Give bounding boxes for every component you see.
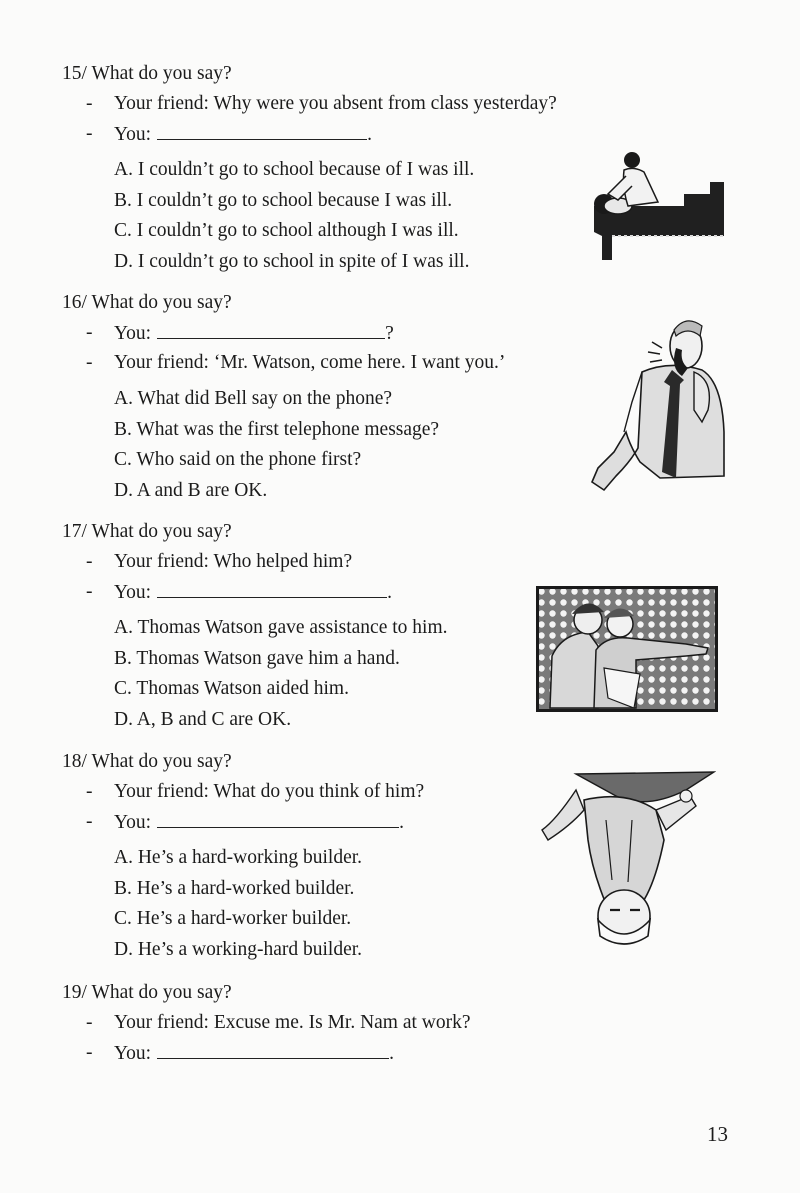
answer-blank[interactable] [157, 1042, 389, 1059]
dash: - [86, 551, 93, 572]
option-b[interactable]: B. He’s a hard-worked builder. [114, 877, 355, 899]
dash: - [86, 811, 93, 832]
end-punctuation: . [399, 812, 404, 833]
question-number: 18/ [62, 751, 87, 772]
option-d[interactable]: D. A, B and C are OK. [114, 708, 292, 730]
answer-blank[interactable] [157, 322, 385, 339]
end-punctuation: . [387, 582, 392, 603]
dash: - [86, 93, 93, 114]
option-c[interactable]: C. I couldn’t go to school although I was ill. [114, 220, 459, 241]
dialogue-line [62, 551, 762, 581]
option-d[interactable]: D. I couldn’t go to school in spite of I was ill. [114, 250, 470, 272]
option-a[interactable]: A. What did Bell say on the phone? [114, 388, 392, 409]
dialogue-line [62, 1012, 762, 1042]
question-prompt: What do you say? [91, 751, 232, 772]
answer-blank[interactable] [157, 123, 367, 140]
dash: - [86, 781, 93, 802]
dialogue-text: You: [114, 1043, 152, 1064]
dialogue-text: You: [114, 812, 152, 833]
option-d[interactable]: D. He’s a working-hard builder. [114, 938, 363, 960]
question-prompt: What do you say? [91, 982, 232, 1003]
dash: - [86, 352, 93, 373]
dialogue-line [62, 93, 762, 123]
builder-illustration [536, 770, 716, 948]
dialogue-text: You: [114, 124, 152, 145]
option-a[interactable]: A. I couldn’t go to school because of I was ill. [114, 159, 475, 180]
two-men-pointing-illustration [536, 586, 718, 712]
page-number: 13 [707, 1122, 728, 1146]
option-c[interactable]: C. Thomas Watson aided him. [114, 678, 349, 699]
option-b[interactable]: B. I couldn’t go to school because I was ill. [114, 189, 453, 211]
answer-blank[interactable] [157, 581, 387, 598]
dialogue-text: You: [114, 582, 152, 603]
dialogue-text: Your friend: Who helped him? [114, 551, 353, 572]
end-punctuation: . [367, 124, 372, 145]
dialogue-text: Your friend: ‘Mr. Watson, come here. I want you.’ [114, 352, 506, 373]
question-prompt: What do you say? [91, 63, 232, 84]
option-a[interactable]: A. He’s a hard-working builder. [114, 847, 363, 868]
dash: - [86, 581, 93, 602]
question-prompt: What do you say? [91, 521, 232, 542]
question-heading [62, 63, 762, 93]
option-a[interactable]: A. Thomas Watson gave assistance to him. [114, 617, 448, 638]
dialogue-text: You: [114, 323, 152, 344]
dash: - [86, 1012, 93, 1033]
dash: - [86, 322, 93, 343]
option-b[interactable]: B. What was the first telephone message? [114, 418, 440, 440]
sick-person-illustration [588, 148, 728, 264]
question-heading [62, 521, 762, 551]
dash: - [86, 123, 93, 144]
question-19 [62, 982, 762, 1072]
answer-blank[interactable] [157, 811, 399, 828]
dialogue-text: Your friend: Why were you absent from class yesterday? [114, 93, 557, 114]
dash: - [86, 1042, 93, 1063]
question-number: 15/ [62, 63, 87, 84]
question-number: 17/ [62, 521, 87, 542]
end-punctuation: ? [385, 323, 394, 344]
end-punctuation: . [389, 1043, 394, 1064]
question-prompt: What do you say? [91, 292, 232, 313]
option-d[interactable]: D. A and B are OK. [114, 479, 268, 501]
question-heading [62, 982, 762, 1012]
question-number: 16/ [62, 292, 87, 313]
question-number: 19/ [62, 982, 87, 1003]
option-c[interactable]: C. He’s a hard-worker builder. [114, 908, 352, 929]
option-c[interactable]: C. Who said on the phone first? [114, 449, 362, 470]
option-b[interactable]: B. Thomas Watson gave him a hand. [114, 647, 400, 669]
dialogue-text: Your friend: Excuse me. Is Mr. Nam at work? [114, 1012, 471, 1033]
dialogue-line [62, 1042, 762, 1072]
dialogue-text: Your friend: What do you think of him? [114, 781, 425, 802]
man-on-phone-illustration [590, 312, 730, 494]
